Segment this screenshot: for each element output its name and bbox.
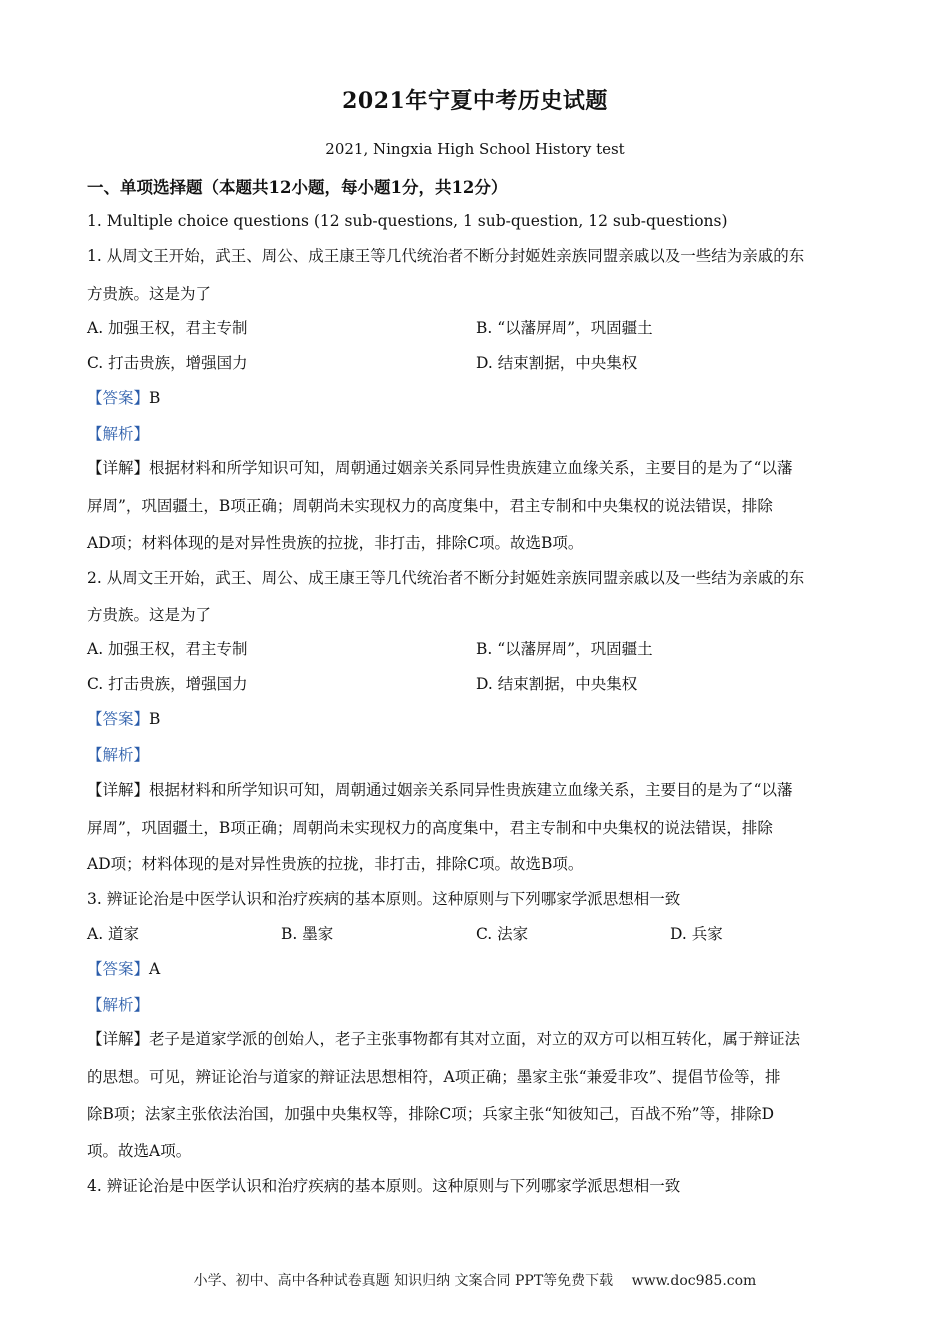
detail-tag: 【详解】 xyxy=(87,781,150,799)
detail-tag: 【详解】 xyxy=(87,459,150,477)
q3-detail-line2: 的思想。可见，辨证论治与道家的辩证法思想相符，A项正确；墨家主张“兼爱非攻”、提倡节俭等，排 xyxy=(87,1068,781,1086)
q3-answer-value: A xyxy=(149,960,161,978)
q3-option-a: A. 道家 xyxy=(87,925,140,943)
q1-detail-line1: 【详解】根据材料和所学知识可知，周朝通过姻亲关系同异性贵族建立血缘关系，主要目的是为了“以藩 xyxy=(87,459,793,477)
q1-detail-line3: AD项；材料体现的是对异性贵族的拉拢，非打击，排除C项。故选B项。 xyxy=(87,534,584,552)
q1-stem-line2: 方贵族。这是为了 xyxy=(87,285,212,303)
q3-option-b: B. 墨家 xyxy=(281,925,334,943)
page-footer: 小学、初中、高中各种试卷真题 知识归纳 文案合同 PPT等免费下载 www.doc985.com xyxy=(193,1273,757,1289)
q3-detail-line3: 除B项；法家主张依法治国，加强中央集权等，排除C项；兵家主张“知彼知己，百战不殆”等，排除D xyxy=(87,1105,775,1123)
q3-analysis-tag: 【解析】 xyxy=(87,996,150,1014)
q2-answer-value: B xyxy=(149,710,161,728)
q3-answer xyxy=(87,958,160,980)
q1-option-d: D. 结束割据，中央集权 xyxy=(476,354,638,372)
detail-tag: 【详解】 xyxy=(87,1030,150,1048)
q2-detail-line2: 屏周”，巩固疆土，B项正确；周朝尚未实现权力的高度集中，君主专制和中央集权的说法错误，排除 xyxy=(87,819,773,837)
answer-tag: 【答案】 xyxy=(87,960,150,978)
q4-stem-line1: 4. 辨证论治是中医学认识和治疗疾病的基本原则。这种原则与下列哪家学派思想相一致 xyxy=(87,1177,681,1195)
section-note: 1. Multiple choice questions (12 sub-questions, 1 sub-question, 12 sub-questions) xyxy=(87,212,728,230)
q3-detail-line4: 项。故选A项。 xyxy=(87,1142,192,1160)
q2-analysis-tag: 【解析】 xyxy=(87,746,150,764)
q2-option-c: C. 打击贵族，增强国力 xyxy=(87,675,248,693)
q1-answer-value: B xyxy=(149,389,161,407)
q2-stem-line2: 方贵族。这是为了 xyxy=(87,606,212,624)
q1-option-b: B. “以藩屏周”，巩固疆土 xyxy=(476,319,653,337)
q3-option-d: D. 兵家 xyxy=(670,925,723,943)
q1-answer xyxy=(87,387,160,409)
section-heading: 一、单项选择题（本题共12小题，每小题1分，共12分） xyxy=(87,178,508,197)
answer-tag: 【答案】 xyxy=(87,389,150,407)
q2-detail-line1: 【详解】根据材料和所学知识可知，周朝通过姻亲关系同异性贵族建立血缘关系，主要目的是为了“以藩 xyxy=(87,781,793,799)
q3-option-c: C. 法家 xyxy=(476,925,529,943)
q2-option-a: A. 加强王权，君主专制 xyxy=(87,640,248,658)
q2-stem-line1: 2. 从周文王开始，武王、周公、成王康王等几代统治者不断分封姬姓亲族同盟亲戚以及一些结为亲戚的东 xyxy=(87,569,805,587)
q1-option-c: C. 打击贵族，增强国力 xyxy=(87,354,248,372)
q2-option-d: D. 结束割据，中央集权 xyxy=(476,675,638,693)
q1-analysis-tag: 【解析】 xyxy=(87,425,150,443)
q1-option-a: A. 加强王权，君主专制 xyxy=(87,319,248,337)
page-title: 2021年宁夏中考历史试题 xyxy=(342,88,608,114)
q2-option-b: B. “以藩屏周”，巩固疆土 xyxy=(476,640,653,658)
q1-detail-line2: 屏周”，巩固疆土，B项正确；周朝尚未实现权力的高度集中，君主专制和中央集权的说法错误，排除 xyxy=(87,497,773,515)
q2-detail-line3: AD项；材料体现的是对异性贵族的拉拢，非打击，排除C项。故选B项。 xyxy=(87,855,584,873)
answer-tag: 【答案】 xyxy=(87,710,150,728)
q3-stem-line1: 3. 辨证论治是中医学认识和治疗疾病的基本原则。这种原则与下列哪家学派思想相一致 xyxy=(87,890,681,908)
q2-answer xyxy=(87,708,160,730)
q3-detail-line1: 【详解】老子是道家学派的创始人，老子主张事物都有其对立面，对立的双方可以相互转化，属于辩证法 xyxy=(87,1030,801,1048)
page-subtitle: 2021, Ningxia High School History test xyxy=(325,140,625,158)
q1-stem-line1: 1. 从周文王开始，武王、周公、成王康王等几代统治者不断分封姬姓亲族同盟亲戚以及一些结为亲戚的东 xyxy=(87,247,805,265)
